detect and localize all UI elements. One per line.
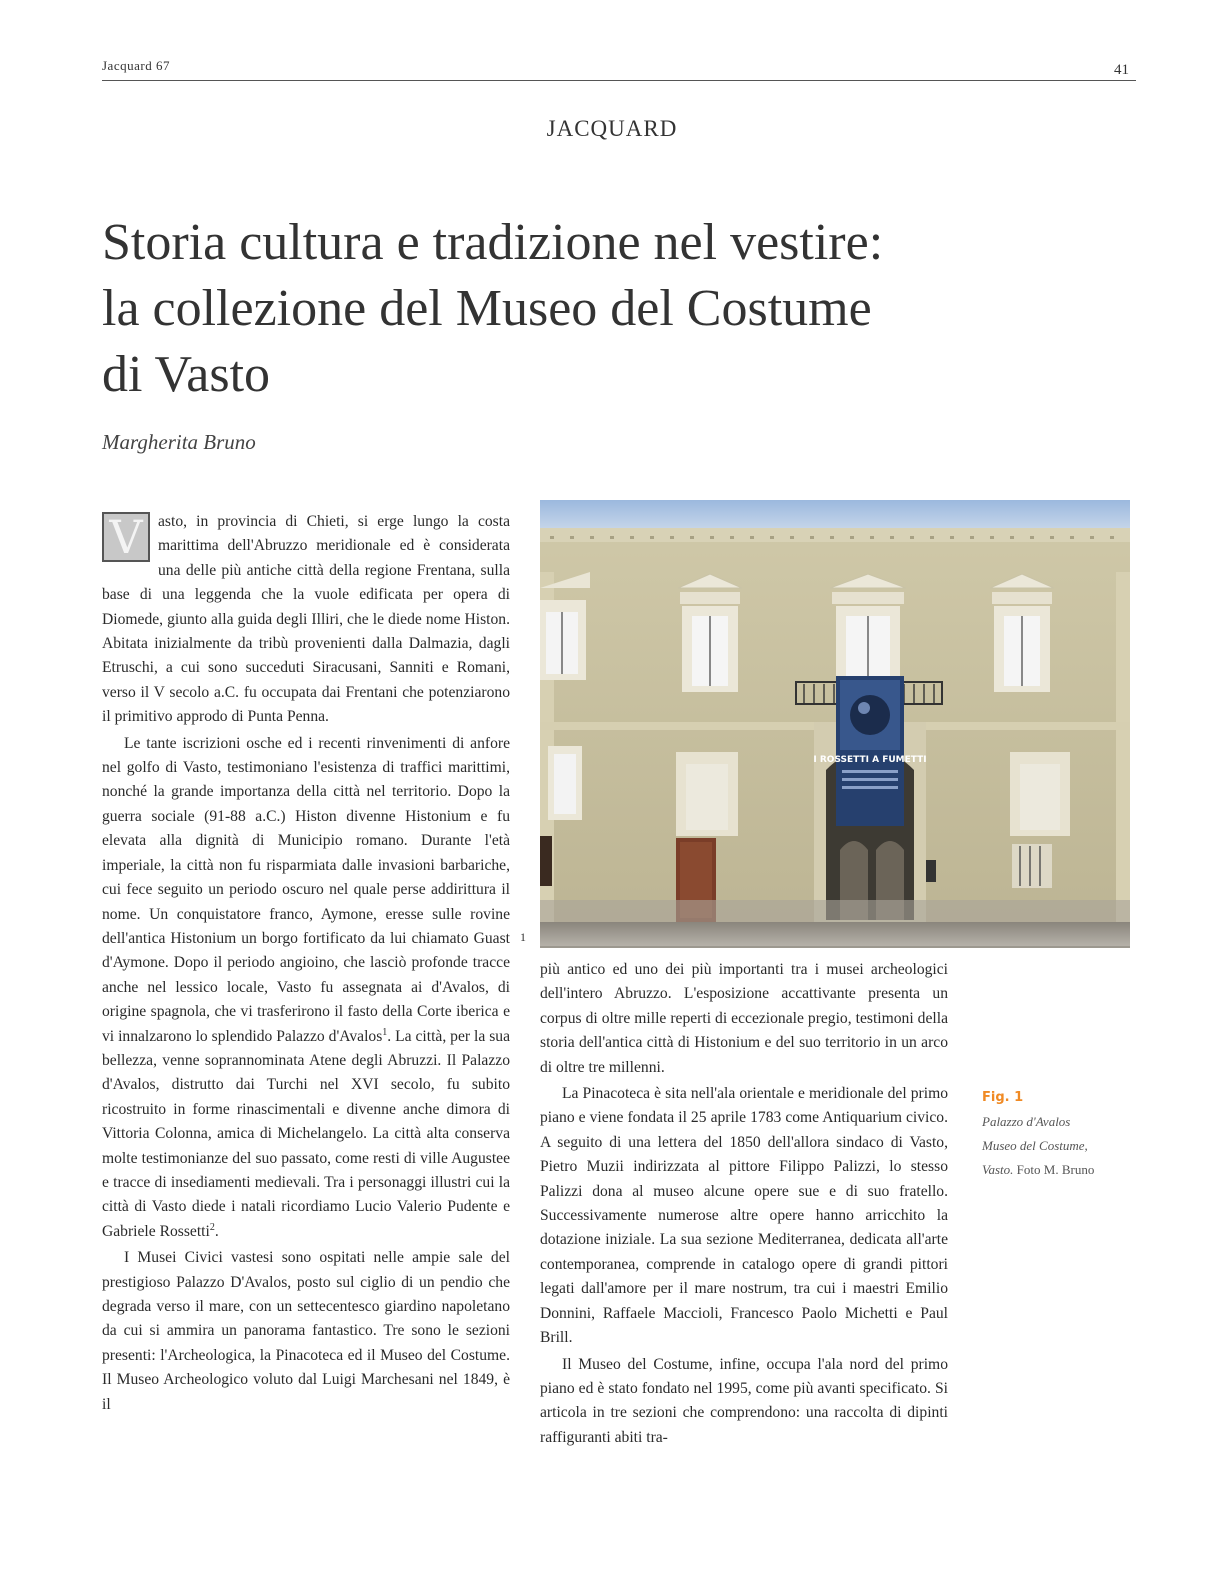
banner-title: I ROSSETTI A FUMETTI [813, 755, 927, 765]
header-rule [102, 80, 1136, 81]
paragraph: Le tante iscrizioni osche ed i recenti rinvenimenti di anfore nel golfo di Vasto, testimoniano l'esistenza di traffici marittimi, nonché la grande importanza della città nel territorio. Dopo la guerra sociale (91-88 a.C.) Histon divenne Histonium e fu elevata alla dignità di Municipio romano. Durante l'età imperiale, la città non fu risparmiata dalle invasioni barbariche, cui fece seguito un periodo oscuro nel quale perse addirittura il nome. Un conquistatore franco, Aymone, eresse sulle rovine dell'antica Histonium un borgo fortificato da lui chiamato Guast d'Aymone. Dopo il periodo angioino, che lasciò profonde tracce anche nel lessico locale, Vasto fu assegnata ai d'Avalos, di origine spagnola, che vi trasferirono il fasto della Corte iberica e vi innalzarono lo splendido Palazzo d'Avalos$^1$. La città, per la sua bellezza, venne soprannominata Atene degli Abruzzi. Il Palazzo d'Avalos, distrutto dai Turchi nel XVI secolo, fu subito ricostruito in forme rinascimentali e divenne anche dimora di Vittoria Colonna, amica di Michelangelo. La città alta conserva molte testimonianze del suo passato, come resti di ville Augustee e tracce di insediamenti medievali. Tra i personaggi illustri cui la città di Vasto diede i natali ricordiamo Lucio Valerio Pudente e Gabriele Rossetti$^2$. [102, 734, 511, 1240]
caption-line [982, 1158, 1132, 1182]
figure-number: 1 [520, 930, 526, 944]
title-line: Storia cultura e tradizione nel vestire: [102, 214, 884, 271]
footnote-ref: 1 [382, 1026, 388, 1038]
title-line: di Vasto [102, 346, 271, 403]
article-title [102, 210, 1102, 408]
figure-caption [982, 1086, 1132, 1182]
caption-credit: Foto M. Bruno [1013, 1162, 1095, 1177]
body-column-left [102, 510, 510, 1417]
running-header: Jacquard 67 [102, 58, 170, 73]
caption-line: Museo del Costume, [982, 1138, 1088, 1153]
paragraph: più antico ed uno dei più importanti tra i musei archeologici dell'intero Abruzzo. L'esposizione accattivante presenta un corpus di oltre mille reperti di eccezionale pregio, testimoni della storia dell'antica città di Histonium e del suo territorio in un arco di oltre tre millenni. [540, 961, 948, 1076]
caption-line: Palazzo d'Avalos [982, 1114, 1071, 1129]
footnote-ref: 2 [209, 1221, 215, 1233]
page-number: 41 [1114, 62, 1129, 78]
paragraph: V asto, in provincia di Chieti, si erge lungo la costa marittima dell'Abruzzo meridionale ed è considerata una delle più antiche città della regione Frentana, sulla base di una leggenda che la vuole edificata per opera di Diomede, giunto alla guida degli Illiri, che le diede nome Histon. Abitata inizialmente da tribù provenienti dalla Dalmazia, dagli Etruschi, a cui sono succeduti Siracusani, Sanniti e Romani, verso il V secolo a.C. fu occupata dai Frentani che potenziarono il primitivo approdo di Punta Penna. [102, 510, 510, 726]
drop-cap: V [102, 512, 150, 562]
paragraph: Il Museo del Costume, infine, occupa l'ala nord del primo piano ed è stato fondato nel 1995, come più avanti specificato. Si articola in tre sezioni che comprendono: una raccolta di dipinti raffiguranti abiti tra- [540, 1355, 948, 1446]
palazzo-photo [540, 500, 1130, 948]
paragraph: I Musei Civici vastesi sono ospitati nelle ampie sale del prestigioso Palazzo D'Avalos, posto sul ciglio di un pendio che degrada verso il mare, con un settecentesco giardino napoletano da cui si ammira un panorama fantastico. Tre sono le sezioni presenti: l'Archeologica, la Pinacoteca ed il Museo del Costume. Il Museo Archeologico voluto dal Luigi Marchesani nel 1849, è il [102, 1249, 510, 1413]
article-author: Margherita Bruno [102, 430, 256, 454]
section-title: JACQUARD [546, 116, 678, 141]
paragraph: La Pinacoteca è sita nell'ala orientale e meridionale del primo piano e viene fondata il 25 aprile 1783 come Antiquarium civico. A seguito di una lettera del 1850 dell'allora sindaco di Vasto, Pietro Muzii indirizzata al pittore Filippo Palizzi, lo stesso Palizzi dona al museo alcune opere sue e di suo fratello. Successivamente numerose altre opere hanno arricchito la dotazione iniziale. La sua sezione Mediterranea, dedicata all'arte contemporanea, comprende in catalogo opere di grandi pittori legati dall'amore per il mare nostrum, tra cui i maestri Emilio Donnini, Raffaele Maccioli, Francesco Paolo Michetti e Paul Brill. [540, 1085, 948, 1347]
palazzo-illustration [540, 500, 1130, 948]
caption-label: Fig. 1 [982, 1090, 1024, 1105]
title-line: la collezione del Museo del Costume [102, 280, 872, 337]
caption-place: Vasto. [982, 1162, 1014, 1177]
body-column-right [540, 958, 948, 1450]
